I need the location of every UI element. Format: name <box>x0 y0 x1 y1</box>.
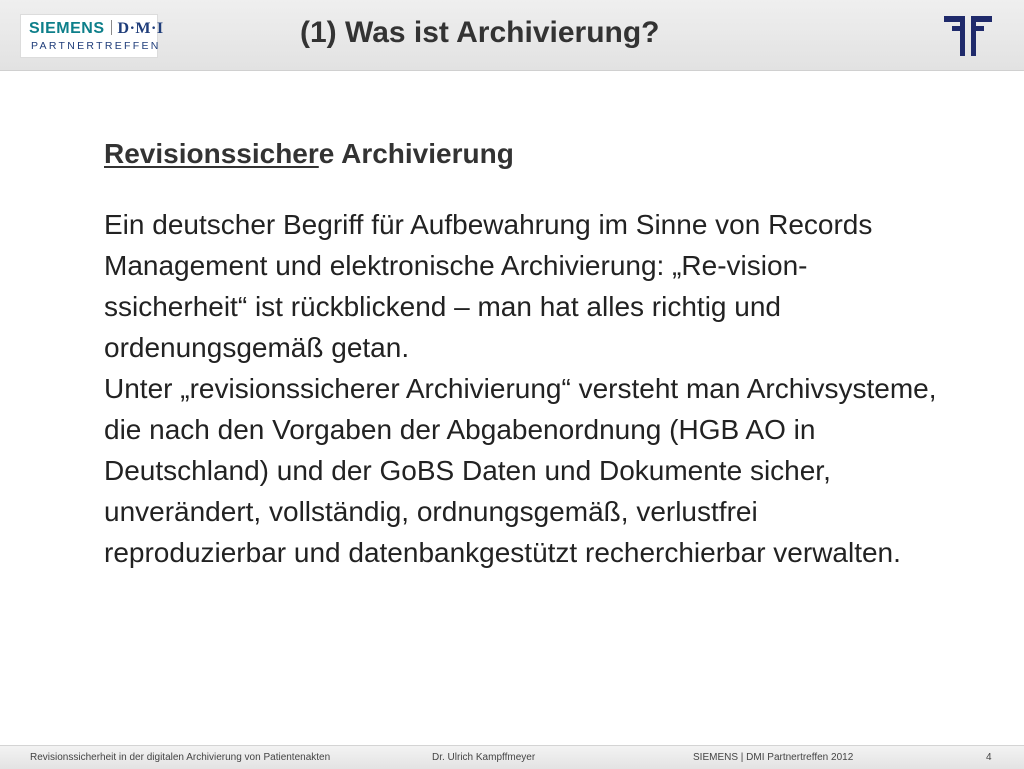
footer-author: Dr. Ulrich Kampffmeyer <box>432 752 536 763</box>
logo-division: D·M·I <box>117 20 164 37</box>
subtitle-underlined-part: Revisionssicher <box>104 138 319 169</box>
logo-brand: SIEMENS <box>29 20 105 37</box>
footer-page-number: 4 <box>986 752 992 763</box>
logo-tagline: PARTNERTREFFEN <box>31 40 161 52</box>
footer-presentation-title: Revisionssicherheit in der digitalen Archivierung von Patientenakten <box>30 752 331 763</box>
logo-separator <box>111 20 112 35</box>
siemens-dmi-logo <box>20 14 164 58</box>
slide-subtitle <box>104 134 944 174</box>
body-text <box>104 204 944 573</box>
subtitle-rest: e Archivierung <box>318 138 514 169</box>
slide-footer <box>0 745 1024 769</box>
company-logo-icon <box>944 16 992 56</box>
slide-header <box>0 0 1024 71</box>
logo-top-line <box>29 19 164 39</box>
slide-title: (1) Was ist Archivierung? <box>300 16 660 49</box>
paragraph-archive-systems: Unter „revisionssicherer Archivierung“ versteht man Archivsysteme, die nach den Vorgaben der Abgabenordnung (HGB AO in Deutschland) und der GoBS Daten und Dokumente sicher, unverändert, vollständig, ordnungsgemäß, verlustfrei reproduzierbar und datenbankgestützt recherchierbar verwalten. <box>104 373 937 568</box>
footer-event: SIEMENS | DMI Partnertreffen 2012 <box>693 752 854 763</box>
paragraph-definition: Ein deutscher Begriff für Aufbewahrung im Sinne von Records Management und elektronische Archivierung: „Re-vision-ssicherheit“ ist rückblickend – man hat alles richtig und ordenungsgemäß getan. <box>104 209 873 363</box>
slide-content <box>104 134 944 573</box>
